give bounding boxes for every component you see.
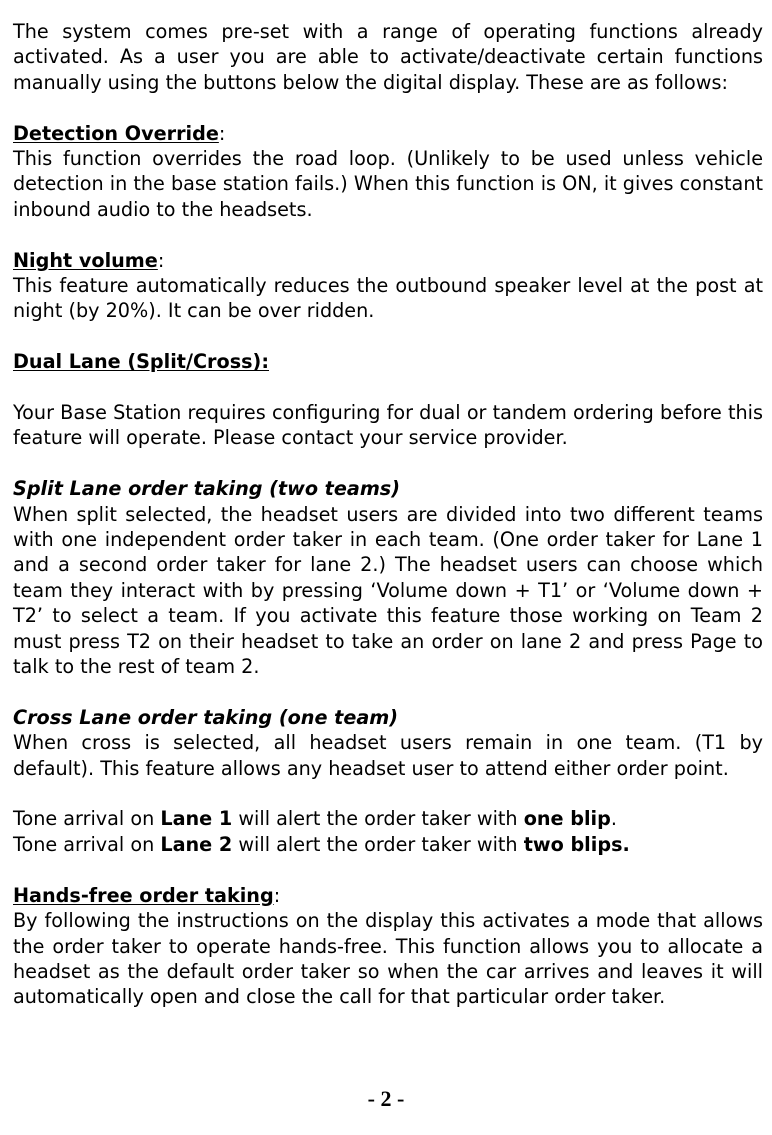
cross-lane-heading: Cross Lane order taking (one team) [13,705,399,729]
hands-free-title: Hands-free order taking [13,883,274,907]
cross-lane-body: When cross is selected, all headset users remain in one team. (T1 by default). This feature allows any headset user to attend either order point. [13,731,763,780]
document-page [13,19,763,1010]
detection-override-heading: Detection Override: [13,121,226,145]
split-lane-body: When split selected, the headset users are divided into two different teams with one independent order taker in each team. (One order taker for Lane 1 and a second order taker for lane 2.) The headset users can choose which team they interact with by pressing ‘Volume down + T1’ or ‘Volume down + T2’ to select a team. If you activate this feature those working on Team 2 must press T2 on their headset to take an order on lane 2 and press Page to talk to the rest of team 2. [13,502,763,679]
page-number: - 2 - [367,1086,405,1111]
dual-lane-heading [13,349,763,374]
split-lane-heading: Split Lane order taking (two teams) [13,477,401,501]
intro-paragraph: The system comes pre-set with a range of operating functions already activated. As a user you are able to activate/deactivate certain functions manually using the buttons below the digital display. These are as follows: [13,20,763,94]
night-volume-title: Night volume [13,248,158,272]
tone-lane-1: Tone arrival on Lane 1 will alert the order taker with one blip. [13,807,617,831]
detection-override-title: Detection Override [13,121,219,145]
night-volume-heading: Night volume: [13,248,165,272]
dual-lane-title: Dual Lane (Split/Cross): [13,350,269,374]
detection-override-body: This function overrides the road loop. (Unlikely to be used unless vehicle detection in the base station fails.) When this function is ON, it gives constant inbound audio to the headsets. [13,147,763,221]
night-volume-body: This feature automatically reduces the outbound speaker level at the post at night (by 20%). It can be over ridden. [13,274,763,323]
hands-free-body: By following the instructions on the display this activates a mode that allows the order taker to operate hands-free. This function allows you to allocate a headset as the default order taker so when the car arrives and leaves it will automatically open and close the call for that particular order taker. [13,909,763,1009]
dual-lane-body: Your Base Station requires configuring for dual or tandem ordering before this feature will operate. Please contact your service provider. [13,401,763,450]
hands-free-heading: Hands-free order taking: [13,883,281,907]
tone-lane-2: Tone arrival on Lane 2 will alert the order taker with two blips. [13,832,630,856]
